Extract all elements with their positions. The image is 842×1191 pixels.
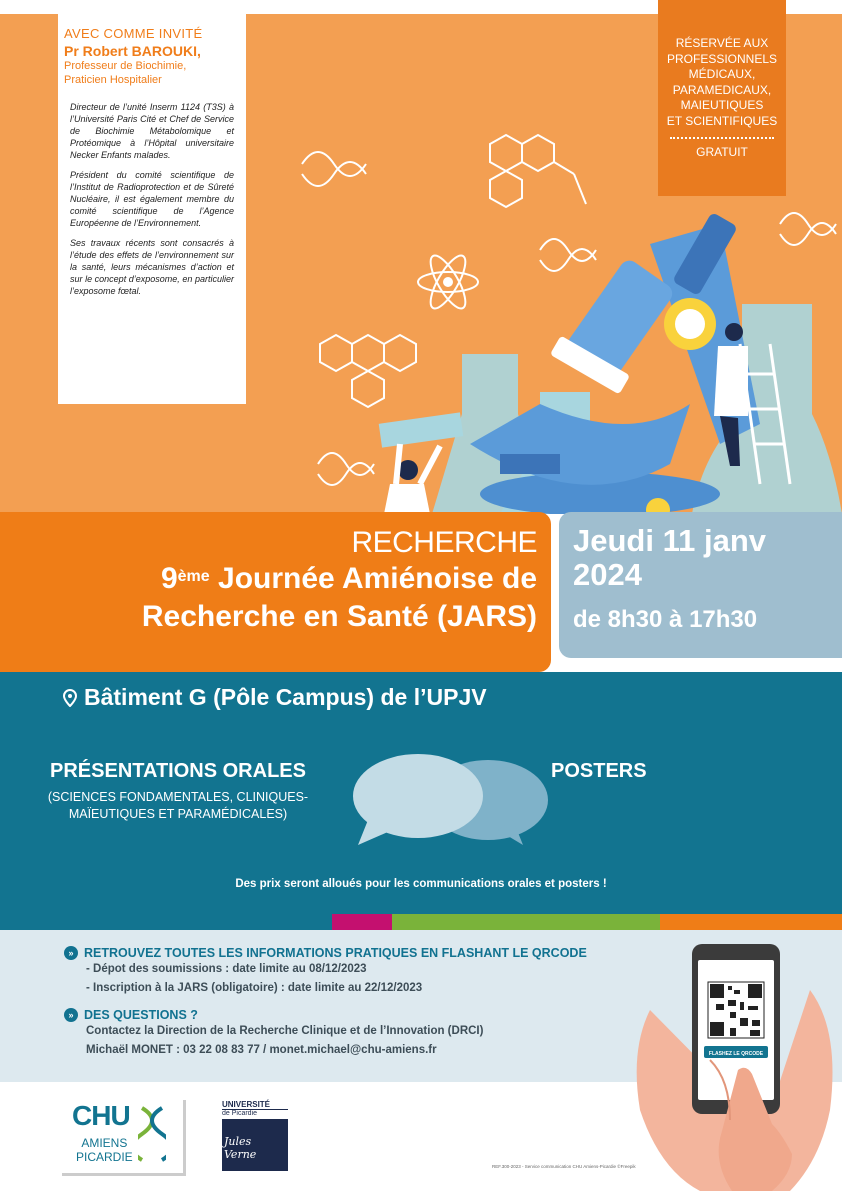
stripe-segment — [660, 914, 842, 930]
guest-role: Professeur de Biochimie, — [64, 60, 187, 72]
audience-badge — [658, 0, 786, 196]
event-category: RECHERCHE — [351, 526, 537, 559]
arrow-bullet-icon: » — [64, 1008, 78, 1022]
credit-line: REF.300-2023 - Service communication CHU Amiens-Picardie ©Freepik — [492, 1164, 636, 1169]
arrow-bullet-icon: » — [64, 946, 78, 960]
speech-bubbles-icon — [348, 750, 548, 850]
upjv-logo: UNIVERSITÉ de Picardie Jules Verne — [222, 1100, 288, 1174]
molecule-icon — [320, 335, 416, 407]
audience-line: MAIEUTIQUES — [680, 98, 764, 112]
contact-line: Michaël MONET : 03 22 08 83 77 / monet.michael@chu-amiens.fr — [86, 1044, 437, 1056]
oral-subtitle: (SCIENCES FONDAMENTALES, CLINIQUES- — [47, 790, 309, 804]
oral-heading: PRÉSENTATIONS ORALES — [50, 760, 306, 782]
info-block — [64, 946, 587, 1060]
audience-line: RÉSERVÉE AUX — [675, 36, 769, 50]
info-item: - Inscription à la JARS (obligatoire) : date limite au 22/12/2023 — [86, 982, 423, 994]
dna-logo-icon — [138, 1106, 166, 1162]
oral-subtitle: MAÏEUTIQUES ET PARAMÉDICALES) — [68, 807, 288, 821]
event-title-line1: 9ème Journée Amiénoise de — [160, 562, 537, 595]
prizes-note: Des prix seront alloués pour les communications orales et posters ! — [235, 878, 607, 890]
price-label: GRATUIT — [696, 145, 748, 159]
atom-icon — [418, 251, 478, 313]
info-heading: » RETROUVEZ TOUTES LES INFORMATIONS PRATIQUES EN FLASHANT LE QRCODE — [64, 946, 587, 960]
guest-bio-paragraph: Directeur de l’unité Inserm 1124 (T3S) à l’Université Paris Cité et Chef de Service de Biochimie Métabolomique et Protéomique à l’Hôpital universitaire Necker Enfants malades. — [70, 102, 234, 160]
stripe-segment — [332, 914, 392, 930]
event-date: Jeudi 11 janv — [573, 523, 766, 558]
chu-logo-sub: AMIENS PICARDIE — [76, 1136, 133, 1164]
qr-code-icon — [708, 982, 764, 1038]
guest-name: Pr Robert BAROUKI, — [64, 43, 201, 59]
stripe-segment — [0, 914, 332, 930]
dotted-divider — [670, 137, 774, 139]
audience-line: MÉDICAUX, — [688, 67, 756, 81]
chu-logo-main: CHU — [72, 1100, 130, 1131]
audience-line: PARAMEDICAUX, — [672, 82, 772, 97]
audience-line: ET SCIENTIFIQUES — [666, 113, 778, 128]
event-title-line2: Recherche en Santé (JARS) — [141, 600, 537, 633]
guest-role: Praticien Hospitalier — [64, 74, 162, 86]
guest-bio — [64, 101, 238, 297]
guest-card — [58, 14, 246, 404]
chu-logo — [62, 1100, 186, 1176]
event-year: 2024 — [573, 557, 642, 592]
event-date-block — [559, 512, 842, 658]
guest-bio-paragraph: Ses travaux récents sont consacrés à l’étude des effets de l’environnement sur la santé, leurs mécanismes d’action et sur le concept d’exposome, en particulier l’exposome fœtal. — [70, 238, 234, 296]
posters-heading: POSTERS — [551, 760, 647, 782]
location-pin-icon — [62, 689, 78, 707]
info-item: - Dépot des soumissions : date limite au 08/12/2023 — [86, 963, 367, 975]
event-hours: de 8h30 à 17h30 — [573, 606, 758, 633]
stripe-segment — [392, 914, 660, 930]
event-title-block — [0, 512, 551, 672]
phone-qr-illustration — [620, 930, 842, 1191]
audience-line: PROFESSIONNELS — [666, 51, 778, 66]
questions-heading: » DES QUESTIONS ? — [64, 1008, 587, 1022]
molecule-icon — [490, 135, 586, 207]
qr-caption: FLASHEZ LE QRCODE — [708, 1051, 764, 1057]
color-stripe — [0, 914, 842, 930]
location-text: Bâtiment G (Pôle Campus) de l’UPJV — [84, 684, 487, 710]
guest-bio-paragraph: Président du comité scientifique de l’Institut de Radioprotection et de Sûreté Nucléaire, il est également membre du comité scientifique de l’Agence Européenne de l’Environnement. — [70, 170, 234, 228]
oral-presentations — [24, 760, 332, 823]
event-location — [62, 684, 487, 711]
contact-line: Contactez la Direction de la Recherche Clinique et de l’Innovation (DRCI) — [86, 1025, 484, 1037]
guest-label: AVEC COMME INVITÉ — [64, 26, 203, 41]
